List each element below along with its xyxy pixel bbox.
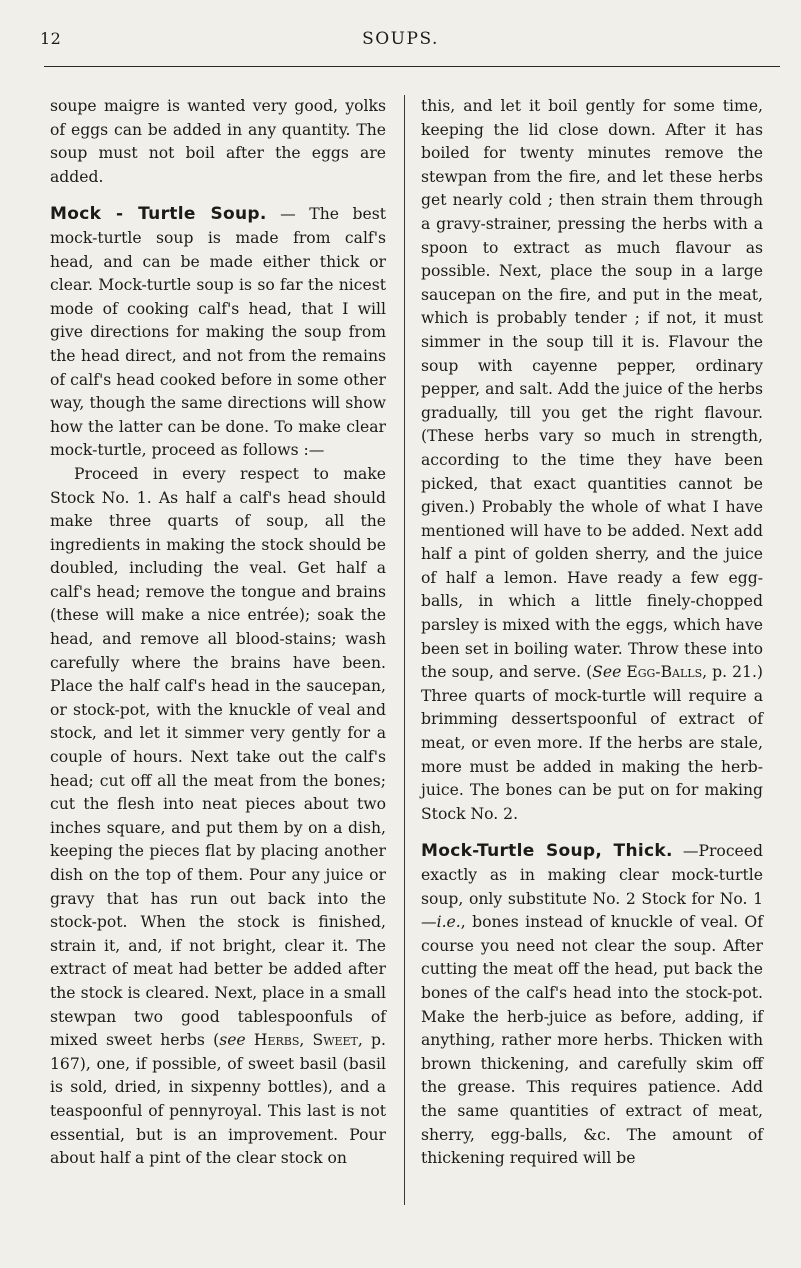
column-divider	[404, 95, 405, 1205]
paragraph-clear-mock-turtle-method	[50, 463, 386, 1171]
header-rule	[44, 66, 780, 67]
paragraph-method-continued	[421, 95, 763, 826]
paragraph-text: , bones instead of knuckle of veal. Of course you need not clear the soup. After cutting the meat off the head, put back the bones of the calf's head into the stock-pot. Make the herb-juice as before, adding, if anything, rather more herbs. Thicken with brown thickening, and carefully skim off the grease. This requires patience. Add the same quantities of extract of meat, sherry, egg-balls, &c. The amount of thickening required will be	[421, 913, 763, 1168]
page-number: 12	[40, 29, 62, 48]
section-mock-turtle-soup	[50, 203, 386, 463]
section-mock-turtle-soup-thick	[421, 840, 763, 1170]
cross-reference-egg-balls: Egg-Balls	[626, 663, 703, 682]
paragraph-text: Proceed in every respect to make Stock No. 1. As half a calf's head should make three quarts of soup, all the ingredients in making the stock should be doubled, including the veal. Get half a calf's head; remove the tongue and brains (these will make a nice entrée); soak the head, and remove all blood-stains; wash carefully where the brains have been. Place the half calf's head in the saucepan, or stock-pot, with the knuckle of veal and stock, and let it simmer very gently for a couple of hours. Next take out the calf's head; cut off all the meat from the bones; cut the flesh into neat pieces about two inches square, and put them by on a dish, keeping the pieces flat by placing another dish on the top of them. Pour any juice or gravy that has run out back into the stock-pot. When the stock is finished, strain it, and, if not bright, clear it. The extract of meat had better be added after the stock is cleared. Next, place in a small stewpan two good tablespoonfuls of mixed sweet herbs (	[50, 464, 386, 1050]
section-heading: Mock-Turtle Soup, Thick.	[421, 841, 673, 862]
paragraph-text: —Proceed exactly as in making clear mock-turtle soup, only substitute No. 2 Stock for No. 1—	[421, 842, 763, 932]
left-column	[50, 95, 386, 1171]
see-reference: see	[219, 1031, 246, 1050]
paragraph-text: soupe maigre is wanted very good, yolks of eggs can be added in any quantity. The soup must not boil after the eggs are added.	[50, 97, 386, 186]
see-reference: See	[592, 663, 622, 682]
paragraph-text: , p. 21.) Three quarts of mock-turtle will require a brimming dessertspoonful of extract of meat, or even more. If the herbs are stale, more must be added in making the herb-juice. The bones can be put on for making Stock No. 2.	[421, 663, 763, 823]
section-heading: Mock - Turtle Soup.	[50, 204, 267, 225]
paragraph-text: — The best mock-turtle soup is made from calf's head, and can be made either thick or clear. Mock-turtle soup is so far the nicest mode of cooking calf's head, that I will give directions for making the soup from the head direct, and not from the remains of calf's head cooked before in some other way, though the same directions will show how the latter can be done. To make clear mock-turtle, proceed as follows :—	[50, 205, 386, 460]
paragraph-text: , p. 167), one, if possible, of sweet basil (basil is sold, dried, in sixpenny bottles), and a teaspoonful of pennyroyal. This last is not essential, but is an improvement. Pour about half a pint of the clear stock on	[50, 1031, 386, 1168]
running-head: SOUPS.	[362, 29, 439, 49]
cross-reference-herbs-sweet: Herbs, Sweet	[253, 1031, 358, 1050]
abbreviation-ie: i.e.	[436, 913, 461, 932]
paragraph-text: this, and let it boil gently for some time, keeping the lid close down. After it has boiled for twenty minutes remove the stewpan from the fire, and let these herbs get nearly cold ; then strain them through a gravy-strainer, pressing the herbs with a spoon to extract as much flavour as possible. Next, place the soup in a large saucepan on the fire, and put in the meat, which is probably tender ; if not, it must simmer in the soup till it is. Flavour the soup with cayenne pepper, ordinary pepper, and salt. Add the juice of the herbs gradually, till you get the right flavour. (These herbs vary so much in strength, according to the time they have been picked, that exact quantities cannot be given.) Probably the whole of what I have mentioned will have to be added. Next add half a pint of golden sherry, and the juice of half a lemon. Have ready a few egg-balls, in which a little finely-chopped parsley is mixed with the eggs, which have been set in boiling water. Throw these into the soup, and serve. (	[421, 97, 763, 682]
paragraph-soupe-maigre-continued	[50, 95, 386, 189]
right-column	[421, 95, 763, 1171]
